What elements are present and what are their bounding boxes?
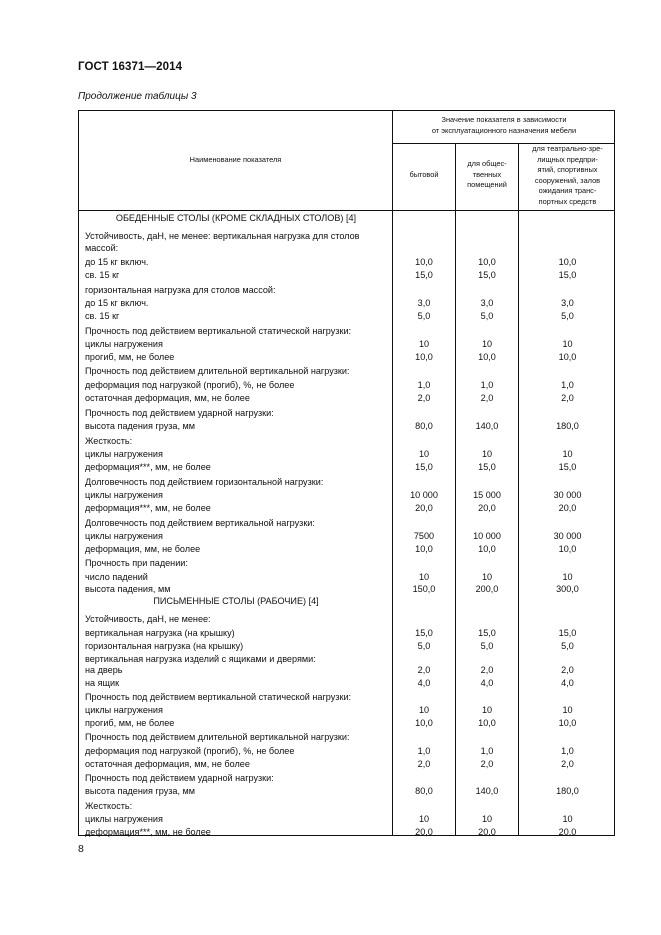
table-row — [79, 785, 614, 799]
row-label: Прочность под действием ударной нагрузки: — [85, 773, 274, 783]
table-row — [79, 489, 614, 503]
table-row — [79, 365, 614, 379]
row-label: св. 15 кг — [85, 311, 120, 321]
value-theatre: 1,0 — [561, 380, 574, 390]
row-label: число падений — [85, 572, 148, 582]
row-label: циклы нагружения — [85, 339, 163, 349]
value-household: 2,0 — [417, 759, 431, 769]
value-theatre: 15,0 — [558, 628, 577, 638]
header-value-group-line: Значение показателя в зависимости — [441, 115, 567, 124]
page-number: 8 — [78, 843, 84, 855]
row-label: до 15 кг включ. — [85, 298, 149, 308]
value-theatre: 30 000 — [553, 490, 582, 500]
value-public: 15,0 — [478, 628, 496, 638]
table-row — [79, 826, 614, 840]
value-public: 1,0 — [480, 380, 494, 390]
row-label: циклы нагружения — [85, 449, 163, 459]
value-household: 1,0 — [417, 746, 431, 756]
value-theatre: 2,0 — [561, 665, 574, 675]
row-label: остаточная деформация, мм, не более — [85, 393, 250, 403]
value-theatre: 15,0 — [558, 462, 577, 472]
table-row — [79, 407, 614, 421]
table-row — [79, 351, 614, 365]
value-theatre: 180,0 — [556, 786, 579, 796]
row-label: вертикальная нагрузка изделий с ящиками и дверями: — [85, 654, 316, 664]
table-row — [79, 745, 614, 759]
table-row — [79, 269, 614, 283]
row-label: остаточная деформация, мм, не более — [85, 759, 250, 769]
table-row — [79, 517, 614, 531]
header-line: для общес- — [467, 159, 507, 168]
value-public: 20,0 — [478, 827, 496, 837]
value-public: 10,0 — [478, 544, 496, 554]
value-public: 1,0 — [480, 746, 494, 756]
row-label: Прочность под действием вертикальной статической нагрузки: — [85, 326, 352, 336]
value-theatre: 2,0 — [561, 759, 574, 769]
row-label: Долговечность под действием вертикальной нагрузки: — [85, 518, 315, 528]
value-public: 10,0 — [478, 352, 496, 362]
row-label: Устойчивость, даН, не менее: вертикальная нагрузка для столов — [85, 231, 360, 241]
table-row — [79, 640, 614, 654]
row-label: деформация под нагрузкой (прогиб), %, не более — [85, 380, 295, 390]
row-label: деформация***, мм, не более — [85, 462, 211, 472]
row-label: Прочность под действием длительной вертикальной нагрузки: — [85, 732, 350, 742]
value-household: 10 000 — [410, 490, 438, 500]
value-theatre: 10,0 — [558, 718, 577, 728]
value-theatre: 10 — [562, 339, 573, 349]
header-indicator-name: Наименование показателя — [189, 155, 282, 164]
value-public: 10 — [481, 339, 493, 349]
value-household: 10 — [418, 705, 430, 715]
row-label: циклы нагружения — [85, 490, 163, 500]
table-row — [79, 691, 614, 705]
table-row — [79, 800, 614, 814]
row-label: деформация под нагрузкой (прогиб), %, не более — [85, 746, 295, 756]
row-label: деформация, мм, не более — [85, 544, 201, 554]
value-theatre: 15,0 — [558, 270, 577, 280]
table-row — [79, 677, 614, 691]
table-row — [79, 557, 614, 571]
table-row — [79, 256, 614, 270]
row-label: высота падения груза, мм — [85, 786, 196, 796]
value-theatre: 4,0 — [561, 678, 574, 688]
value-household: 5,0 — [417, 311, 431, 321]
value-theatre: 10,0 — [558, 544, 577, 554]
row-label: на ящик — [85, 678, 120, 688]
table-row — [79, 325, 614, 339]
value-household: 10,0 — [415, 352, 433, 362]
specification-table — [78, 110, 615, 836]
row-label: деформация***, мм, не более — [85, 827, 211, 837]
header-line: помещений — [467, 180, 507, 189]
value-household: 7500 — [413, 531, 435, 541]
value-public: 10,0 — [478, 257, 496, 267]
header-line: бытовой — [409, 170, 439, 179]
value-household: 10 — [418, 814, 430, 824]
value-household: 2,0 — [417, 393, 431, 403]
row-label: Долговечность под действием горизонтальной нагрузки: — [85, 477, 324, 487]
value-public: 2,0 — [480, 393, 494, 403]
table-row — [79, 420, 614, 434]
table-row — [79, 461, 614, 475]
row-label: Жесткость: — [85, 436, 133, 446]
value-public: 200,0 — [475, 584, 499, 594]
header-col-household — [393, 170, 455, 181]
header-line: портных средств — [538, 196, 597, 206]
header-bottom-rule — [79, 210, 614, 211]
table-row — [79, 813, 614, 827]
value-public: 3,0 — [480, 298, 494, 308]
table-row — [79, 627, 614, 641]
table-row — [79, 435, 614, 449]
row-label: горизонтальная нагрузка для столов массой: — [85, 285, 276, 295]
table-row — [79, 392, 614, 406]
value-household: 15,0 — [415, 628, 433, 638]
value-theatre: 10,0 — [558, 352, 577, 362]
value-public: 10 — [481, 705, 493, 715]
table-row — [79, 758, 614, 772]
value-household: 15,0 — [415, 270, 433, 280]
table-row — [79, 772, 614, 786]
header-line: ятий, спортивных — [537, 165, 598, 174]
value-public: 5,0 — [480, 641, 494, 651]
value-theatre: 10 — [562, 705, 573, 715]
value-household: 150,0 — [412, 584, 436, 594]
value-public: 140,0 — [475, 786, 499, 796]
value-theatre: 180,0 — [556, 421, 579, 431]
value-household: 5,0 — [417, 641, 431, 651]
document-code: ГОСТ 16371—2014 — [78, 61, 183, 73]
section-title: ПИСЬМЕННЫЕ СТОЛЫ (РАБОЧИЕ) [4] — [153, 596, 319, 606]
header-line: лищных предпри- — [537, 154, 598, 164]
value-household: 10,0 — [415, 257, 433, 267]
row-label: Прочность при падении: — [85, 558, 188, 568]
value-public: 10,0 — [478, 718, 496, 728]
row-label: Устойчивость, даН, не менее: — [85, 614, 211, 624]
table-row — [79, 379, 614, 393]
table-row — [79, 731, 614, 745]
value-household: 10 — [418, 449, 430, 459]
table-row — [79, 530, 614, 544]
table-row — [79, 543, 614, 557]
value-theatre: 30 000 — [553, 531, 582, 541]
value-household: 10,0 — [415, 718, 433, 728]
value-household: 20,0 — [415, 503, 433, 513]
value-public: 15,0 — [478, 270, 496, 280]
table-row — [79, 242, 614, 256]
row-label: вертикальная нагрузка (на крышку) — [85, 628, 235, 638]
row-label: горизонтальная нагрузка (на крышку) — [85, 641, 244, 651]
row-label: прогиб, мм, не более — [85, 352, 175, 362]
value-public: 10 — [481, 572, 493, 582]
table-row — [79, 717, 614, 731]
value-theatre: 3,0 — [561, 298, 574, 308]
table-row — [79, 310, 614, 324]
header-value-group — [393, 115, 615, 136]
row-label: высота падения, мм — [85, 584, 171, 594]
row-label: до 15 кг включ. — [85, 257, 149, 267]
row-label: Прочность под действием ударной нагрузки: — [85, 408, 274, 418]
header-line: ожидания транс- — [538, 186, 597, 195]
value-household: 1,0 — [417, 380, 431, 390]
value-theatre: 2,0 — [561, 393, 574, 403]
value-public: 10 — [481, 814, 493, 824]
row-label: деформация***, мм, не более — [85, 503, 211, 513]
row-label: Жесткость: — [85, 801, 133, 811]
value-theatre: 10,0 — [558, 257, 577, 267]
table-row — [79, 338, 614, 352]
row-label: циклы нагружения — [85, 705, 163, 715]
value-public: 140,0 — [475, 421, 499, 431]
value-public: 4,0 — [480, 678, 494, 688]
row-label: циклы нагружения — [85, 814, 163, 824]
row-label: высота падения груза, мм — [85, 421, 196, 431]
table-row — [79, 502, 614, 516]
header-col-public — [456, 159, 518, 191]
value-public: 2,0 — [480, 759, 494, 769]
header-line: твенных — [472, 169, 502, 179]
table-continuation-caption: Продолжение таблицы 3 — [78, 91, 197, 102]
row-label: массой: — [85, 243, 119, 253]
value-household: 80,0 — [415, 786, 433, 796]
value-theatre: 20,0 — [558, 827, 577, 837]
table-row — [79, 704, 614, 718]
row-label: на дверь — [85, 665, 123, 675]
value-public: 15,0 — [478, 462, 496, 472]
value-theatre: 10 — [562, 814, 573, 824]
row-label: прогиб, мм, не более — [85, 718, 175, 728]
value-theatre: 300,0 — [556, 584, 579, 594]
value-household: 10,0 — [415, 544, 433, 554]
value-household: 10 — [418, 339, 430, 349]
table-row — [79, 448, 614, 462]
value-public: 2,0 — [480, 665, 494, 675]
value-public: 5,0 — [480, 311, 494, 321]
table-row — [79, 476, 614, 490]
value-theatre: 1,0 — [561, 746, 574, 756]
value-public: 20,0 — [478, 503, 496, 513]
row-label: циклы нагружения — [85, 531, 163, 541]
table-row — [79, 284, 614, 298]
header-line: для театрально-зре- — [532, 144, 603, 153]
value-household: 2,0 — [417, 665, 431, 675]
value-household: 15,0 — [415, 462, 433, 472]
value-household: 4,0 — [417, 678, 431, 688]
value-theatre: 20,0 — [558, 503, 577, 513]
header-col-theatre — [519, 144, 616, 207]
value-theatre: 5,0 — [561, 311, 574, 321]
value-household: 3,0 — [417, 298, 431, 308]
value-household: 20,0 — [415, 827, 433, 837]
value-theatre: 5,0 — [561, 641, 574, 651]
table-row — [79, 297, 614, 311]
value-public: 10 000 — [473, 531, 501, 541]
row-label: св. 15 кг — [85, 270, 120, 280]
value-theatre: 10 — [562, 572, 573, 582]
section-title: ОБЕДЕННЫЕ СТОЛЫ (КРОМЕ СКЛАДНЫХ СТОЛОВ) [4] — [115, 213, 357, 223]
value-public: 10 — [481, 449, 493, 459]
header-line: сооружений, залов — [534, 175, 601, 185]
value-household: 10 — [418, 572, 430, 582]
value-theatre: 10 — [562, 449, 573, 459]
row-label: Прочность под действием длительной вертикальной нагрузки: — [85, 366, 350, 376]
value-household: 80,0 — [415, 421, 433, 431]
header-value-group-line: от эксплуатационного назначения мебели — [431, 125, 577, 135]
table-row — [79, 613, 614, 627]
value-public: 15 000 — [473, 490, 501, 500]
table-row — [79, 664, 614, 678]
row-label: Прочность под действием вертикальной статической нагрузки: — [85, 692, 352, 702]
